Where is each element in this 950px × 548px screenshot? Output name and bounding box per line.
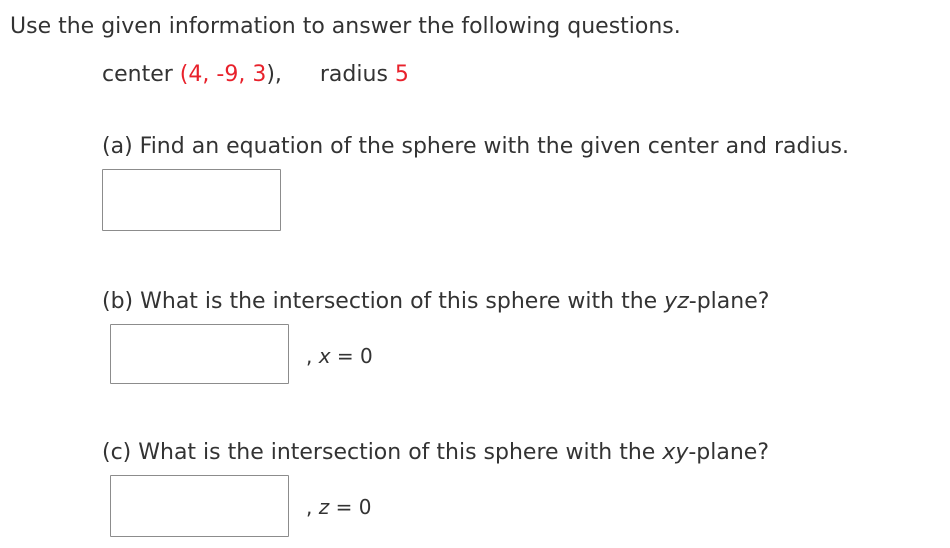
radius-label: radius (319, 62, 388, 87)
center-z-value: 3 (252, 62, 267, 87)
center-x-value: 4 (188, 62, 203, 87)
answer-input-a[interactable] (102, 169, 281, 231)
answer-input-c[interactable] (110, 475, 289, 537)
center-y-value: -9 (216, 62, 239, 87)
center-values: (4, -9, 3 (179, 62, 267, 87)
instructions-text: Use the given information to answer the following questions. (10, 14, 681, 39)
question-c: (c) What is the intersection of this sphere with the xy-plane? (102, 440, 770, 465)
question-b: (b) What is the intersection of this sphere with the yz-plane? (102, 289, 770, 314)
constraint-b: , x = 0 (306, 344, 373, 368)
answer-input-b[interactable] (110, 324, 289, 384)
plane-name-b: yz (664, 289, 689, 314)
radius-value: 5 (394, 62, 409, 87)
question-a: (a) Find an equation of the sphere with the given center and radius. (102, 134, 849, 159)
constraint-c: , z = 0 (306, 495, 372, 519)
plane-name-c: xy (662, 440, 689, 465)
center-label: center (102, 62, 173, 87)
given-info: center (4, -9, 3), radius 5 (102, 62, 409, 87)
